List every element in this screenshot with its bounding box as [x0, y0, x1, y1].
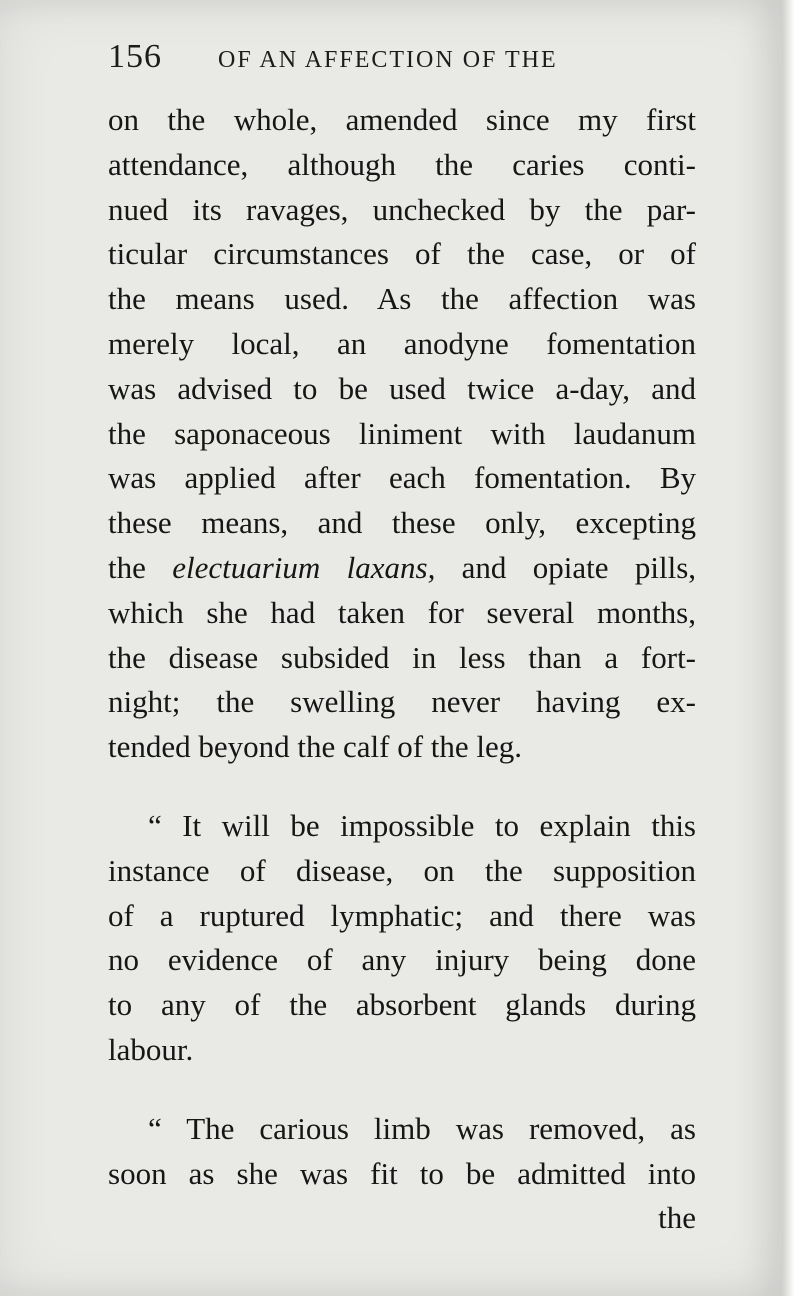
text-line: on the whole, amended since my first: [108, 102, 696, 137]
page-edge-shadow: [782, 0, 800, 1296]
paragraph-2: [108, 804, 696, 1073]
page-number: 156: [108, 38, 162, 75]
text-line: the saponaceous liniment with laudanum: [108, 415, 696, 451]
text-line: which she had taken for several months,: [108, 594, 696, 630]
text-segment: and opiate pills,: [435, 549, 697, 585]
text-line: instance of disease, on the supposition: [108, 852, 696, 888]
text-line: no evidence of any injury being done: [108, 942, 696, 978]
catchword: the: [658, 1200, 696, 1236]
body-text: [108, 98, 696, 1241]
text-line: “ It will be impossible to explain this: [148, 807, 696, 843]
paragraph-1: [108, 98, 696, 770]
text-segment: the: [108, 549, 173, 585]
running-head: OF AN AFFECTION OF THE: [218, 47, 558, 73]
text-line: these means, and these only, excepting: [108, 505, 696, 541]
text-line: soon as she was fit to be admitted into: [108, 1155, 696, 1191]
text-line: tended beyond the calf of the leg.: [108, 729, 523, 765]
paragraph-3: [108, 1107, 696, 1197]
latin-term: electuarium laxans,: [172, 549, 436, 585]
text-line: the disease subsided in less than a fort-: [108, 639, 696, 675]
text-line: of a ruptured lymphatic; and there was: [108, 897, 696, 933]
text-line: “ The carious limb was removed, as: [148, 1110, 696, 1146]
text-line: the means used. As the affection was: [108, 281, 696, 317]
text-line: ticular circumstances of the case, or of: [108, 236, 696, 272]
text-line: attendance, although the caries conti-: [108, 146, 696, 182]
text-line: labour.: [108, 1031, 194, 1067]
text-line: night; the swelling never having ex-: [108, 684, 696, 720]
text-line: nued its ravages, unchecked by the par-: [108, 191, 696, 227]
text-line-with-italic: [108, 546, 696, 591]
paragraph-spacer: [108, 770, 696, 804]
text-line: was advised to be used twice a-day, and: [108, 370, 696, 406]
paragraph-spacer: [108, 1073, 696, 1107]
text-line: to any of the absorbent glands during: [108, 987, 696, 1023]
text-line: merely local, an anodyne fomentation: [108, 325, 696, 361]
page-header: [108, 38, 698, 82]
text-line: was applied after each fomentation. By: [108, 460, 696, 496]
